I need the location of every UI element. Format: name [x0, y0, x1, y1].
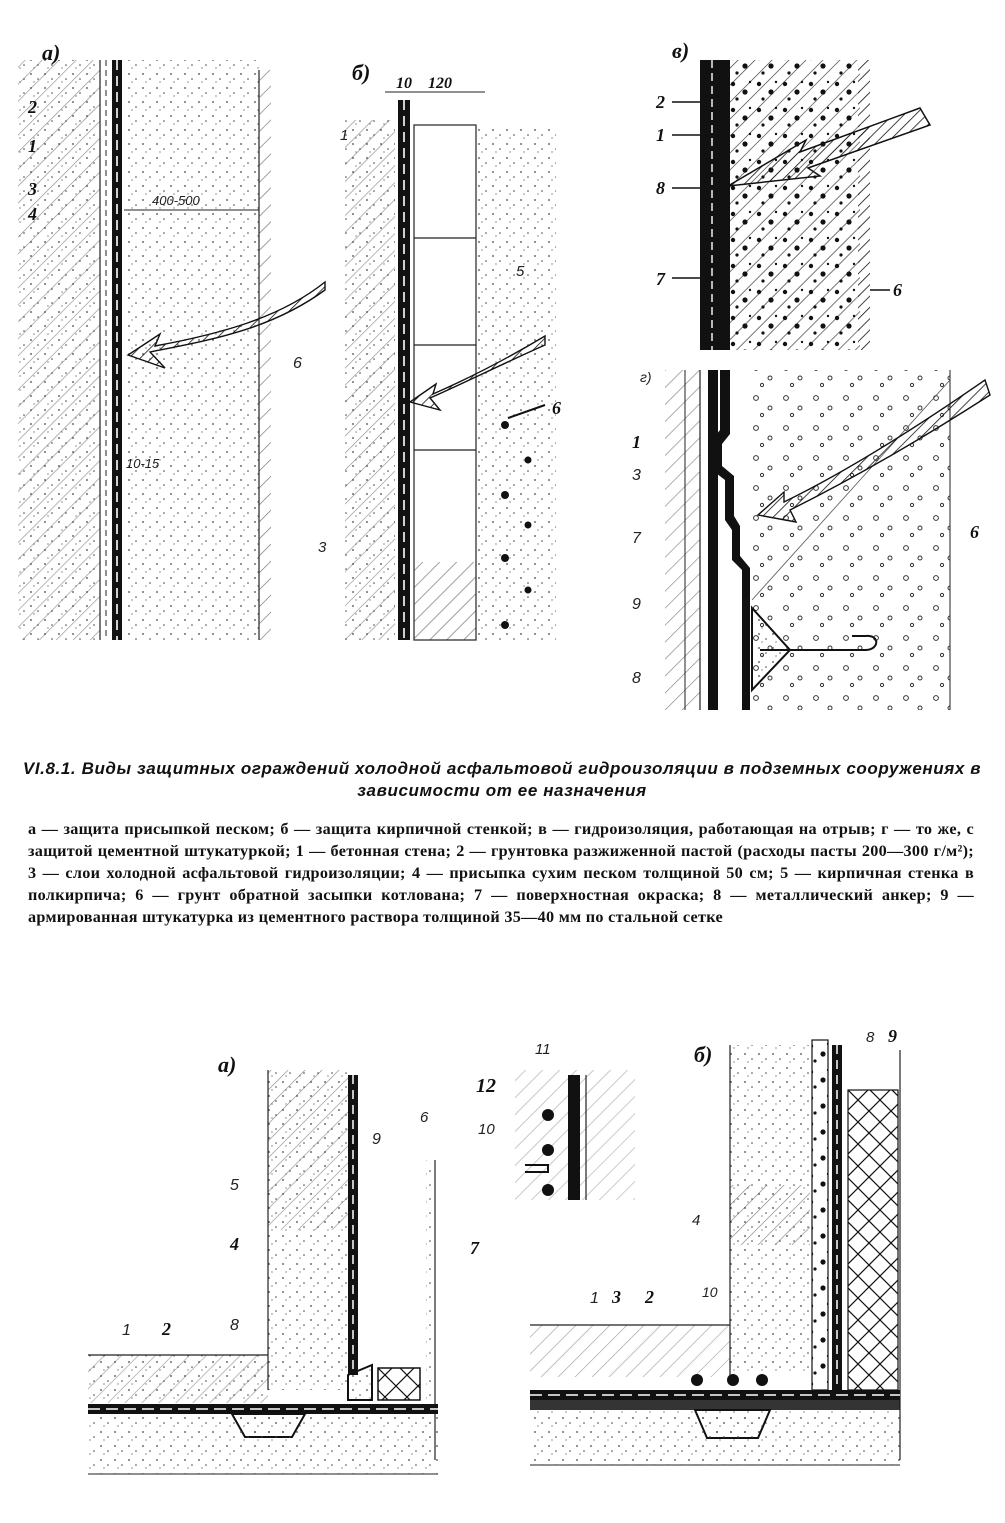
label-a-6: 6: [293, 355, 302, 372]
tag-top-b: б): [352, 60, 371, 85]
label-a-4: 4: [28, 204, 37, 224]
label-g-1: 1: [632, 432, 641, 452]
figure-bottom-a: [88, 1070, 438, 1523]
label-b-1: 1: [340, 127, 349, 144]
plaster-layer-g: [708, 370, 718, 710]
figure-top-a: [18, 60, 325, 640]
label-g-8: 8: [632, 670, 641, 687]
label-bottom-a-6: 6: [420, 1109, 429, 1126]
inset-label-12: 12: [476, 1075, 496, 1097]
label-bottom-a-4: 4: [230, 1234, 239, 1254]
inset-waterproof: [568, 1075, 580, 1200]
figure-caption: VI.8.1. Виды защитных ограждений холодной асфальтовой гидроизоляции в подземных сооружениях в зависимости от ее назначения: [22, 759, 982, 800]
label-bottom-b-3: 3: [612, 1287, 621, 1307]
figure-legend: а — защита присыпкой песком; б — защита кирпичной стенкой; в — гидроизоляция, работающая на отрыв; г — то же, с защитой цементной штукатуркой; 1 — бетонная стена; 2 — грунтовка разжиженной пастой (расходы пасты 200—300 г/м²); 3 — слои холодной асфальтовой гидроизоляции; 4 — присыпка сухим песком толщиной 50 см; 5 — кирпичная стенка в полкирпича; 6 — грунт обратной засыпки котлована; 7 — поверхностная окраска; 8 — металлический анкер; 9 — армированная штукатурка из цементного раствора толщиной 35—40 мм по стальной сетке: [28, 820, 974, 926]
base-concrete-bottom-a: [88, 1414, 438, 1474]
label-bottom-a-9: 9: [372, 1131, 381, 1148]
tag-top-a: а): [42, 40, 61, 65]
figure-top-v: [672, 60, 930, 350]
concrete-wall-g: [665, 370, 700, 710]
label-b-3: 3: [318, 539, 327, 556]
plaster-bottom-b: [812, 1040, 828, 1390]
backfill-dot-3: [501, 491, 509, 499]
label-bottom-a-5: 5: [230, 1177, 239, 1194]
label-g-6: 6: [970, 522, 979, 542]
dim-b-120: 120: [428, 75, 452, 92]
tag-top-v: в): [672, 38, 690, 63]
dim-b-10: 10: [396, 75, 412, 92]
label-a-3: 3: [28, 179, 37, 199]
backfill-dot-6: [525, 587, 532, 594]
label-g-9: 9: [632, 596, 641, 613]
waterproof-horizontal-2: [530, 1400, 900, 1410]
backfill-dot-4: [525, 522, 532, 529]
figure-top-b: [345, 92, 556, 640]
soil-hatch-a: [259, 70, 271, 640]
label-bottom-a-7: 7: [470, 1238, 479, 1258]
brick-section-b: [414, 562, 476, 640]
label-bottom-b-10a: 10: [478, 1121, 495, 1138]
label-b-6: 6: [552, 398, 561, 418]
anchor-bolt-2: [727, 1374, 739, 1386]
label-bottom-a-8: 8: [230, 1317, 239, 1334]
dim-a-gap: 400-500: [152, 193, 200, 208]
label-v-7: 7: [656, 269, 665, 289]
wall-edge-v: [858, 60, 870, 350]
figure-top-g: [665, 370, 990, 710]
label-g-3: 3: [632, 467, 641, 484]
tag-top-g: г): [640, 369, 652, 385]
anchor-bolt-3: [756, 1374, 768, 1386]
label-a-1: 1: [28, 136, 37, 156]
label-g-7: 7: [632, 530, 641, 547]
tag-bottom-a: а): [218, 1052, 237, 1077]
inset-anchor-1: [542, 1109, 554, 1121]
label-bottom-b-9: 9: [888, 1026, 897, 1046]
label-bottom-a-2: 2: [162, 1319, 171, 1339]
concrete-aggregate-v: [730, 60, 860, 350]
tag-bottom-b: б): [694, 1042, 713, 1067]
label-v-1: 1: [656, 125, 665, 145]
floor-slab-texture: [88, 1355, 268, 1403]
label-v-2: 2: [656, 92, 665, 112]
dim-a-thick: 10-15: [126, 456, 160, 471]
label-bottom-b-2: 2: [645, 1287, 654, 1307]
anchor-bolt-1: [691, 1374, 703, 1386]
label-v-6: 6: [893, 280, 902, 300]
wall-texture-bottom-a: [268, 1070, 348, 1390]
floor-slab-bottom-b: [530, 1325, 730, 1377]
label-b-5: 5: [516, 263, 525, 280]
backfill-dot-2: [525, 457, 532, 464]
backfill-b: [476, 125, 556, 640]
label-v-8: 8: [656, 178, 665, 198]
label-bottom-a-1: 1: [122, 1322, 131, 1339]
inset-anchor-3: [542, 1184, 554, 1196]
label-bottom-b-4: 4: [692, 1212, 701, 1229]
label-a-2: 2: [28, 97, 37, 117]
backfill-dot-5: [501, 554, 509, 562]
label-bottom-b-1: 1: [590, 1290, 599, 1307]
base-concrete-bottom-b: [530, 1410, 900, 1465]
label-bottom-b-8: 8: [866, 1029, 875, 1046]
concrete-texture-b: [345, 120, 395, 640]
board-bottom-a: [378, 1368, 420, 1400]
figure-bottom-b: [515, 1040, 900, 1465]
board-stack-bottom-b: [848, 1090, 898, 1390]
backfill-dot-7: [501, 621, 509, 629]
inset-anchor-2: [542, 1144, 554, 1156]
waterproof-thick-v: [700, 60, 730, 350]
label-bottom-b-11: 11: [535, 1041, 551, 1058]
wall-hatch-bottom-b: [730, 1185, 810, 1245]
label-bottom-b-10b: 10: [702, 1284, 718, 1300]
backfill-dot-1: [501, 421, 509, 429]
